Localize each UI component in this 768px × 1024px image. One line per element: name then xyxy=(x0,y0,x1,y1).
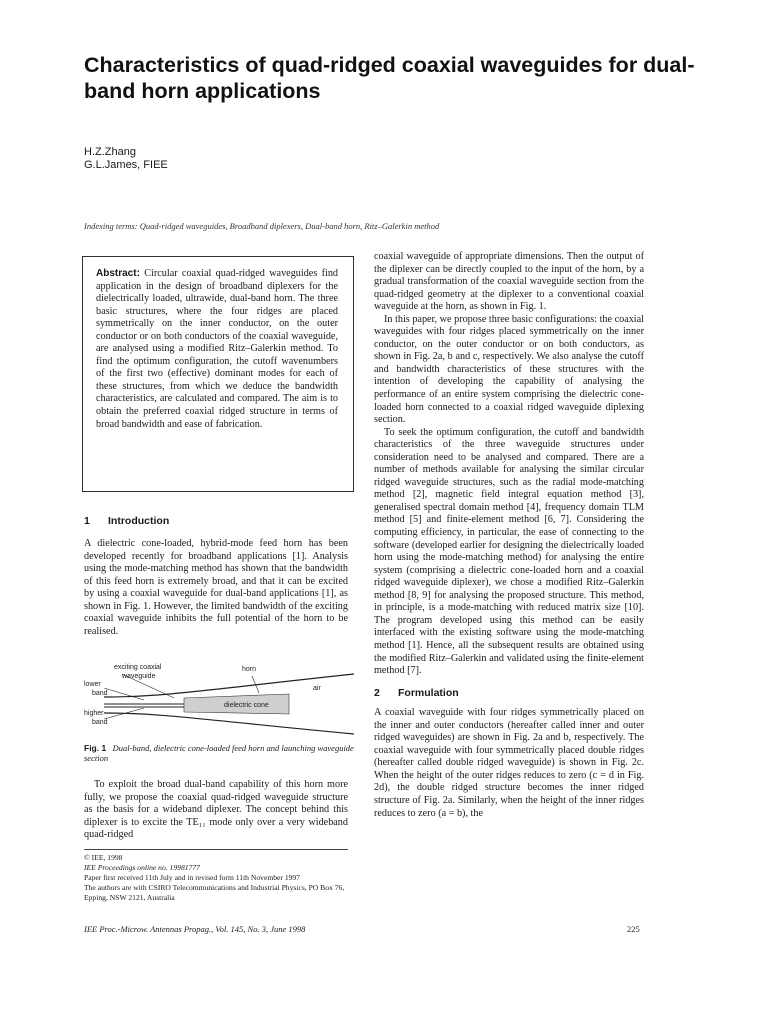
proceedings-line: IEE Proceedings online no. 19981777 xyxy=(84,863,200,872)
figure-1 xyxy=(84,660,354,738)
caption-label: Fig. 1 xyxy=(84,743,107,753)
leader-line xyxy=(104,688,144,700)
section-number: 1 xyxy=(84,515,90,527)
label-lower: lower xyxy=(84,681,101,688)
abstract-label: Abstract: xyxy=(96,268,140,279)
journal-footer: IEE Proc.-Microw. Antennas Propag., Vol. 145, No. 3, June 1998 xyxy=(84,924,306,934)
label-exciting: exciting coaxial xyxy=(114,664,162,671)
paragraph: A coaxial waveguide with four ridges symmetrically placed on the inner and outer conductors (hereafter called inner and outer ridged waveguides) are shown in Fig. 2a and b, respectively. The coaxial waveguide with four symmetrically placed double ridges (hereafter called double ridged waveguide) is shown in Fig. 2c. When the height of the outer ridges reduces to zero (c = d in Fig. 2d), the double ridged structure becomes the inner ridged structure of Fig. 2a. Similarly, when the height of the inner ridges reduces to zero (a = b), the xyxy=(374,707,644,819)
horn-diagram xyxy=(84,660,354,738)
intro-paragraph-2 xyxy=(84,779,348,842)
label-band-1: band xyxy=(92,690,108,697)
intro-paragraph-1 xyxy=(84,538,348,638)
paragraph: To seek the optimum configuration, the cutoff and bandwidth characteristics of the three waveguide structures under consideration need to be analysed and compared. There are a number of methods available for analysing the similar circular ridged waveguide structures, such as the radial mode-matching method [2], magnetic field integral equation method [3], generalised spectral domain method [4], frequency domain TLM method [5] and finite-element method [6, 7]. Considering the computing efficiency, in particular, the ease of connecting to the software (developed earlier for designing the dielectrically loaded horn using the mode-matching method) for analysing the entire system (comprising a dielectric cone-loaded horn and a coaxial ridged waveguide diplexer), we chose a modified Ritz–Galerkin method [8, 9] for analysing the proposed structure. This method, in principle, is a mode-matching with reduced matrix size [10]. The program developed using this method can be easily interfaced with the existing software using the mode-matching method [1]. Hence, all the subsequent results are obtained using the modified Ritz–Galerkin and validated using the finite-element method [7]. xyxy=(374,426,644,677)
section-title: Formulation xyxy=(398,686,459,699)
paragraph: To exploit the broad dual-band capability of this horn more fully, we propose the coaxial quad-ridged waveguide structure as the basis for a wideband diplexer. The concept behind this diplexer is to excite the TE₁₁ mode only over a very wideband quad-ridged xyxy=(84,779,348,841)
section-title: Introduction xyxy=(108,515,170,527)
label-higher: higher xyxy=(84,710,104,717)
abstract-body: Circular coaxial quad-ridged waveguides find application in the design of broadband diplexers for the dielectrically loaded, ultrawide, dual-band horn. The three basic structures, where the four ridges are placed symmetrically on the inner conductor, on the outer conductor or on both conductors of the coaxial waveguide, are analysed using a modified Ritz–Galerkin method. To find the optimum configuration, the cutoff wavenumbers of the first two (effective) dominant modes for each of these structures, from which we deduce the bandwidth characteristics, are calculated and compared. The aim is to obtain the preferred coaxial ridged structure in terms of broad bandwidth and ease of fabrication. xyxy=(96,268,339,430)
figure-1-caption xyxy=(84,743,354,763)
paper-title: Characteristics of quad-ridged coaxial waveguides for dual-band horn applications xyxy=(84,53,695,103)
caption-text: Dual-band, dielectric cone-loaded feed horn and launching waveguide section xyxy=(84,743,354,763)
right-column xyxy=(374,251,644,820)
horn-lower-wall xyxy=(104,713,354,734)
label-waveguide: waveguide xyxy=(122,673,156,680)
indexing-terms: Indexing terms: Quad-ridged waveguides, Broadband diplexers, Dual-band horn, Ritz–Galerkin method xyxy=(84,221,440,231)
section-heading-introduction xyxy=(84,515,169,527)
footnotes xyxy=(84,853,354,903)
abstract xyxy=(96,268,338,431)
author-list xyxy=(84,146,168,172)
copyright-line: © IEE, 1998 xyxy=(84,853,123,862)
author-2: G.L.James, FIEE xyxy=(84,159,168,171)
label-band-2: band xyxy=(92,719,108,726)
affiliation-line: The authors are with CSIRO Telecommunications and Industrial Physics, PO Box 76, Epping, NSW 2121, Australia xyxy=(84,883,345,902)
author-1: H.Z.Zhang xyxy=(84,146,136,158)
label-horn: horn xyxy=(242,666,257,673)
label-air: air xyxy=(313,685,321,692)
paragraph: coaxial waveguide of appropriate dimensions. Then the output of the diplexer can be directly coupled to the input of the horn, by a gradual transformation of the coaxial waveguide section from the quad-ridged geometry at the diplexer to a conventional coaxial waveguide at the horn, as shown in Fig. 1. xyxy=(374,251,644,313)
paragraph: In this paper, we propose three basic configurations: the coaxial waveguides with four ridges placed symmetrically on the inner conductor, on the outer conductor or on both conductors, as shown in Fig. 2a, b and c, respectively. We also analyse the cutoff and bandwidth characteristics of these structures with the intention of developing the capability of analysing the performance of an entire system comprising the dielectric cone-loaded horn connected to a coaxial ridged waveguide diplexing section. xyxy=(374,313,644,426)
paragraph: A dielectric cone-loaded, hybrid-mode feed horn has been developed recently for broadband applications [1]. Analysis using the mode-matching method has shown that the bandwidth of this feed horn is extremely broad, and that it can be excited by using a coaxial waveguide for dual-band applications [1], as shown in Fig. 1. However, the limited bandwidth of the exciting coaxial waveguide inhibits the full potential of the horn to be realised. xyxy=(84,538,348,637)
section-heading-formulation xyxy=(374,687,644,700)
received-line: Paper first received 11th July and in revised form 11th November 1997 xyxy=(84,873,301,882)
label-dielectric-cone: dielectric cone xyxy=(224,702,269,709)
footnote-divider xyxy=(84,849,348,850)
section-number: 2 xyxy=(374,686,380,699)
page-number: 225 xyxy=(627,924,640,934)
